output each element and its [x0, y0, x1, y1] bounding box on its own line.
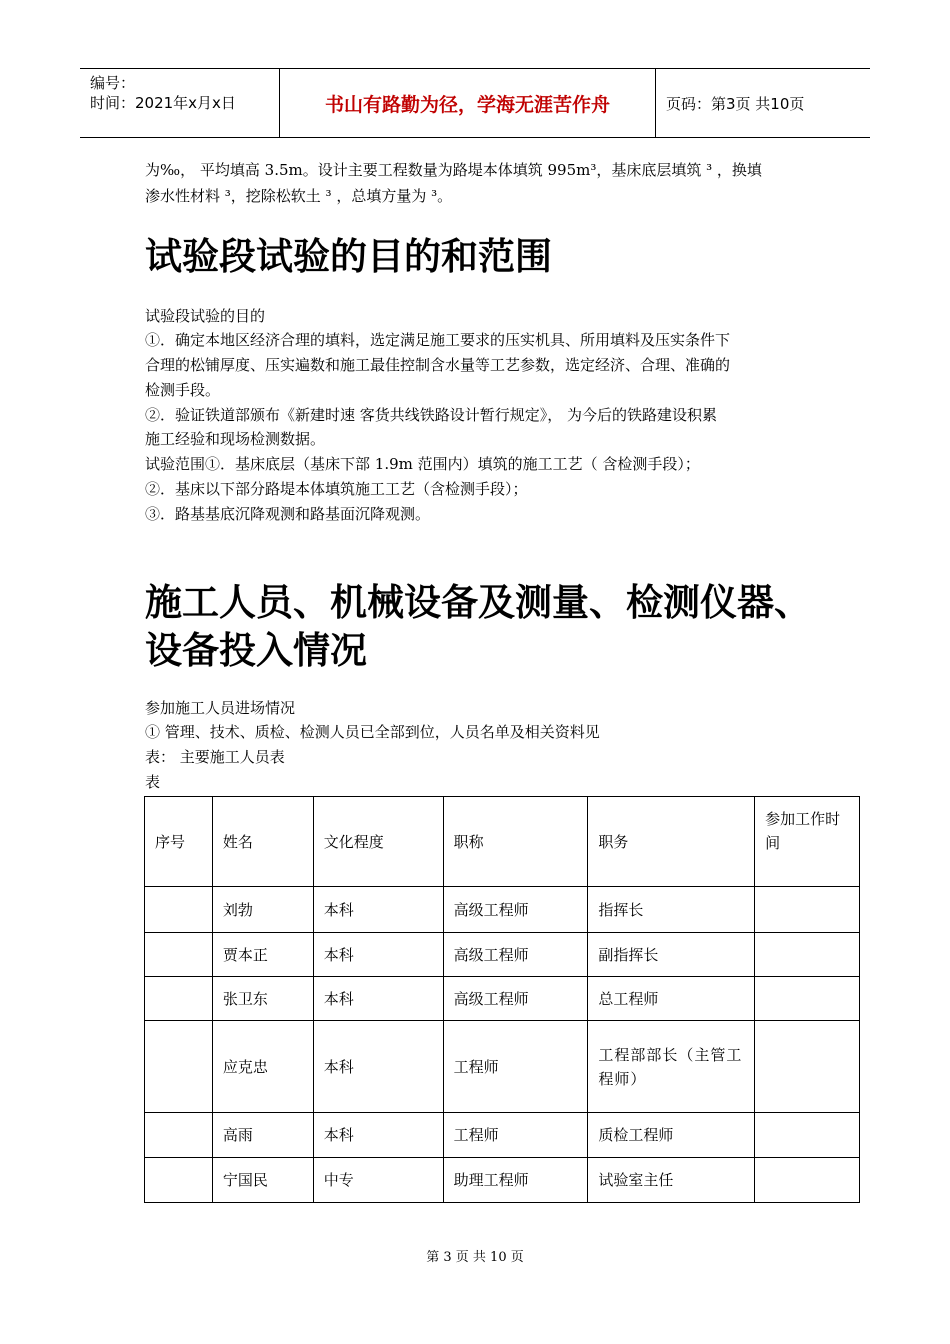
table-cell [755, 933, 860, 977]
table-cell: 高雨 [212, 1113, 313, 1158]
table-cell: 工程部部长（主管工程师） [588, 1021, 755, 1113]
table-cell [755, 1158, 860, 1203]
header-meta [80, 69, 280, 137]
table-cell: 工程师 [443, 1021, 588, 1113]
section2-line: 参加施工人员进场情况 [145, 699, 296, 717]
section2-line: 表 [145, 773, 161, 791]
table-cell: 本科 [313, 1021, 443, 1113]
section1-heading: 试验段试验的目的和范围 [145, 235, 552, 278]
number-label: 编号： [90, 74, 136, 92]
table-cell [145, 887, 213, 933]
table-cell [145, 1158, 213, 1203]
section1-line: 检测手段。 [145, 381, 221, 399]
section2-heading-line-2: 设备投入情况 [145, 629, 367, 672]
intro-line-2: 渗水性材料 ³，挖除松软土 ³ ，总填方量为 ³。 [145, 187, 453, 205]
table-cell: 助理工程师 [443, 1158, 588, 1203]
table-row [145, 977, 860, 1021]
page-header [80, 68, 870, 138]
table-cell: 本科 [313, 1113, 443, 1158]
table-cell: 本科 [313, 933, 443, 977]
intro-line-1: 为‰， 平均填高 3.5m。设计主要工程数量为路堤本体填筑 995m³，基床底层填筑 ³ ，换填 [145, 161, 762, 179]
table-cell: 本科 [313, 977, 443, 1021]
table-cell: 高级工程师 [443, 933, 588, 977]
table-cell: 刘勃 [212, 887, 313, 933]
table-cell: 应克忠 [212, 1021, 313, 1113]
table-header-cell: 序号 [145, 797, 213, 887]
table-cell [755, 977, 860, 1021]
section1-line: 试验段试验的目的 [145, 307, 266, 325]
table-cell: 副指挥长 [588, 933, 755, 977]
section2-heading-line-1: 施工人员、机械设备及测量、检测仪器、 [145, 581, 811, 624]
table-cell: 本科 [313, 887, 443, 933]
header-page-label: 页码：第3页 共10页 [666, 94, 805, 113]
table-cell: 宁国民 [212, 1158, 313, 1203]
table-cell [145, 933, 213, 977]
table-cell: 贾本正 [212, 933, 313, 977]
table-row [145, 887, 860, 933]
table-row [145, 1021, 860, 1113]
table-cell [755, 1021, 860, 1113]
table-cell: 高级工程师 [443, 887, 588, 933]
section1-line: ②．基床以下部分路堤本体填筑施工工艺（含检测手段）； [145, 480, 528, 498]
section1-line: ②．验证铁道部颁布《新建时速 客货共线铁路设计暂行规定》， 为今后的铁路建设积累 [145, 406, 718, 424]
section2-line: 表： 主要施工人员表 [145, 748, 285, 766]
table-header-cell: 职称 [443, 797, 588, 887]
table-cell: 指挥长 [588, 887, 755, 933]
section1-line: 合理的松铺厚度、压实遍数和施工最佳控制含水量等工艺参数，选定经济、合理、准确的 [145, 356, 731, 374]
table-cell [145, 1021, 213, 1113]
table-cell [145, 1113, 213, 1158]
page-footer: 第 3 页 共 10 页 [426, 1250, 524, 1265]
table-cell: 工程师 [443, 1113, 588, 1158]
table-header-cell: 参加工作时间 [755, 797, 860, 887]
table-cell: 试验室主任 [588, 1158, 755, 1203]
table-cell: 中专 [313, 1158, 443, 1203]
table-header-row [145, 797, 860, 887]
table-cell [145, 977, 213, 1021]
table-cell: 高级工程师 [443, 977, 588, 1021]
table-cell: 质检工程师 [588, 1113, 755, 1158]
table-row [145, 1158, 860, 1203]
table-header-cell: 文化程度 [313, 797, 443, 887]
staff-table [144, 796, 860, 1203]
section1-line: 试验范围①．基床底层（基床下部 1.9m 范围内）填筑的施工工艺（ 含检测手段）； [145, 455, 700, 473]
time-label: 时间：2021年x月x日 [90, 94, 236, 112]
section1-line: ③．路基基底沉降观测和路基面沉降观测。 [145, 505, 431, 523]
section1-line: 施工经验和现场检测数据。 [145, 430, 326, 448]
section2-line: ① 管理、技术、质检、检测人员已全部到位，人员名单及相关资料见 [145, 723, 600, 741]
table-row [145, 933, 860, 977]
table-row [145, 1113, 860, 1158]
header-motto: 书山有路勤为径，学海无涯苦作舟 [280, 69, 656, 137]
table-cell: 张卫东 [212, 977, 313, 1021]
section1-line: ①．确定本地区经济合理的填料，选定满足施工要求的压实机具、所用填料及压实条件下 [145, 331, 731, 349]
table-cell [755, 1113, 860, 1158]
table-cell [755, 887, 860, 933]
table-cell: 总工程师 [588, 977, 755, 1021]
table-header-cell: 职务 [588, 797, 755, 887]
table-header-cell: 姓名 [212, 797, 313, 887]
